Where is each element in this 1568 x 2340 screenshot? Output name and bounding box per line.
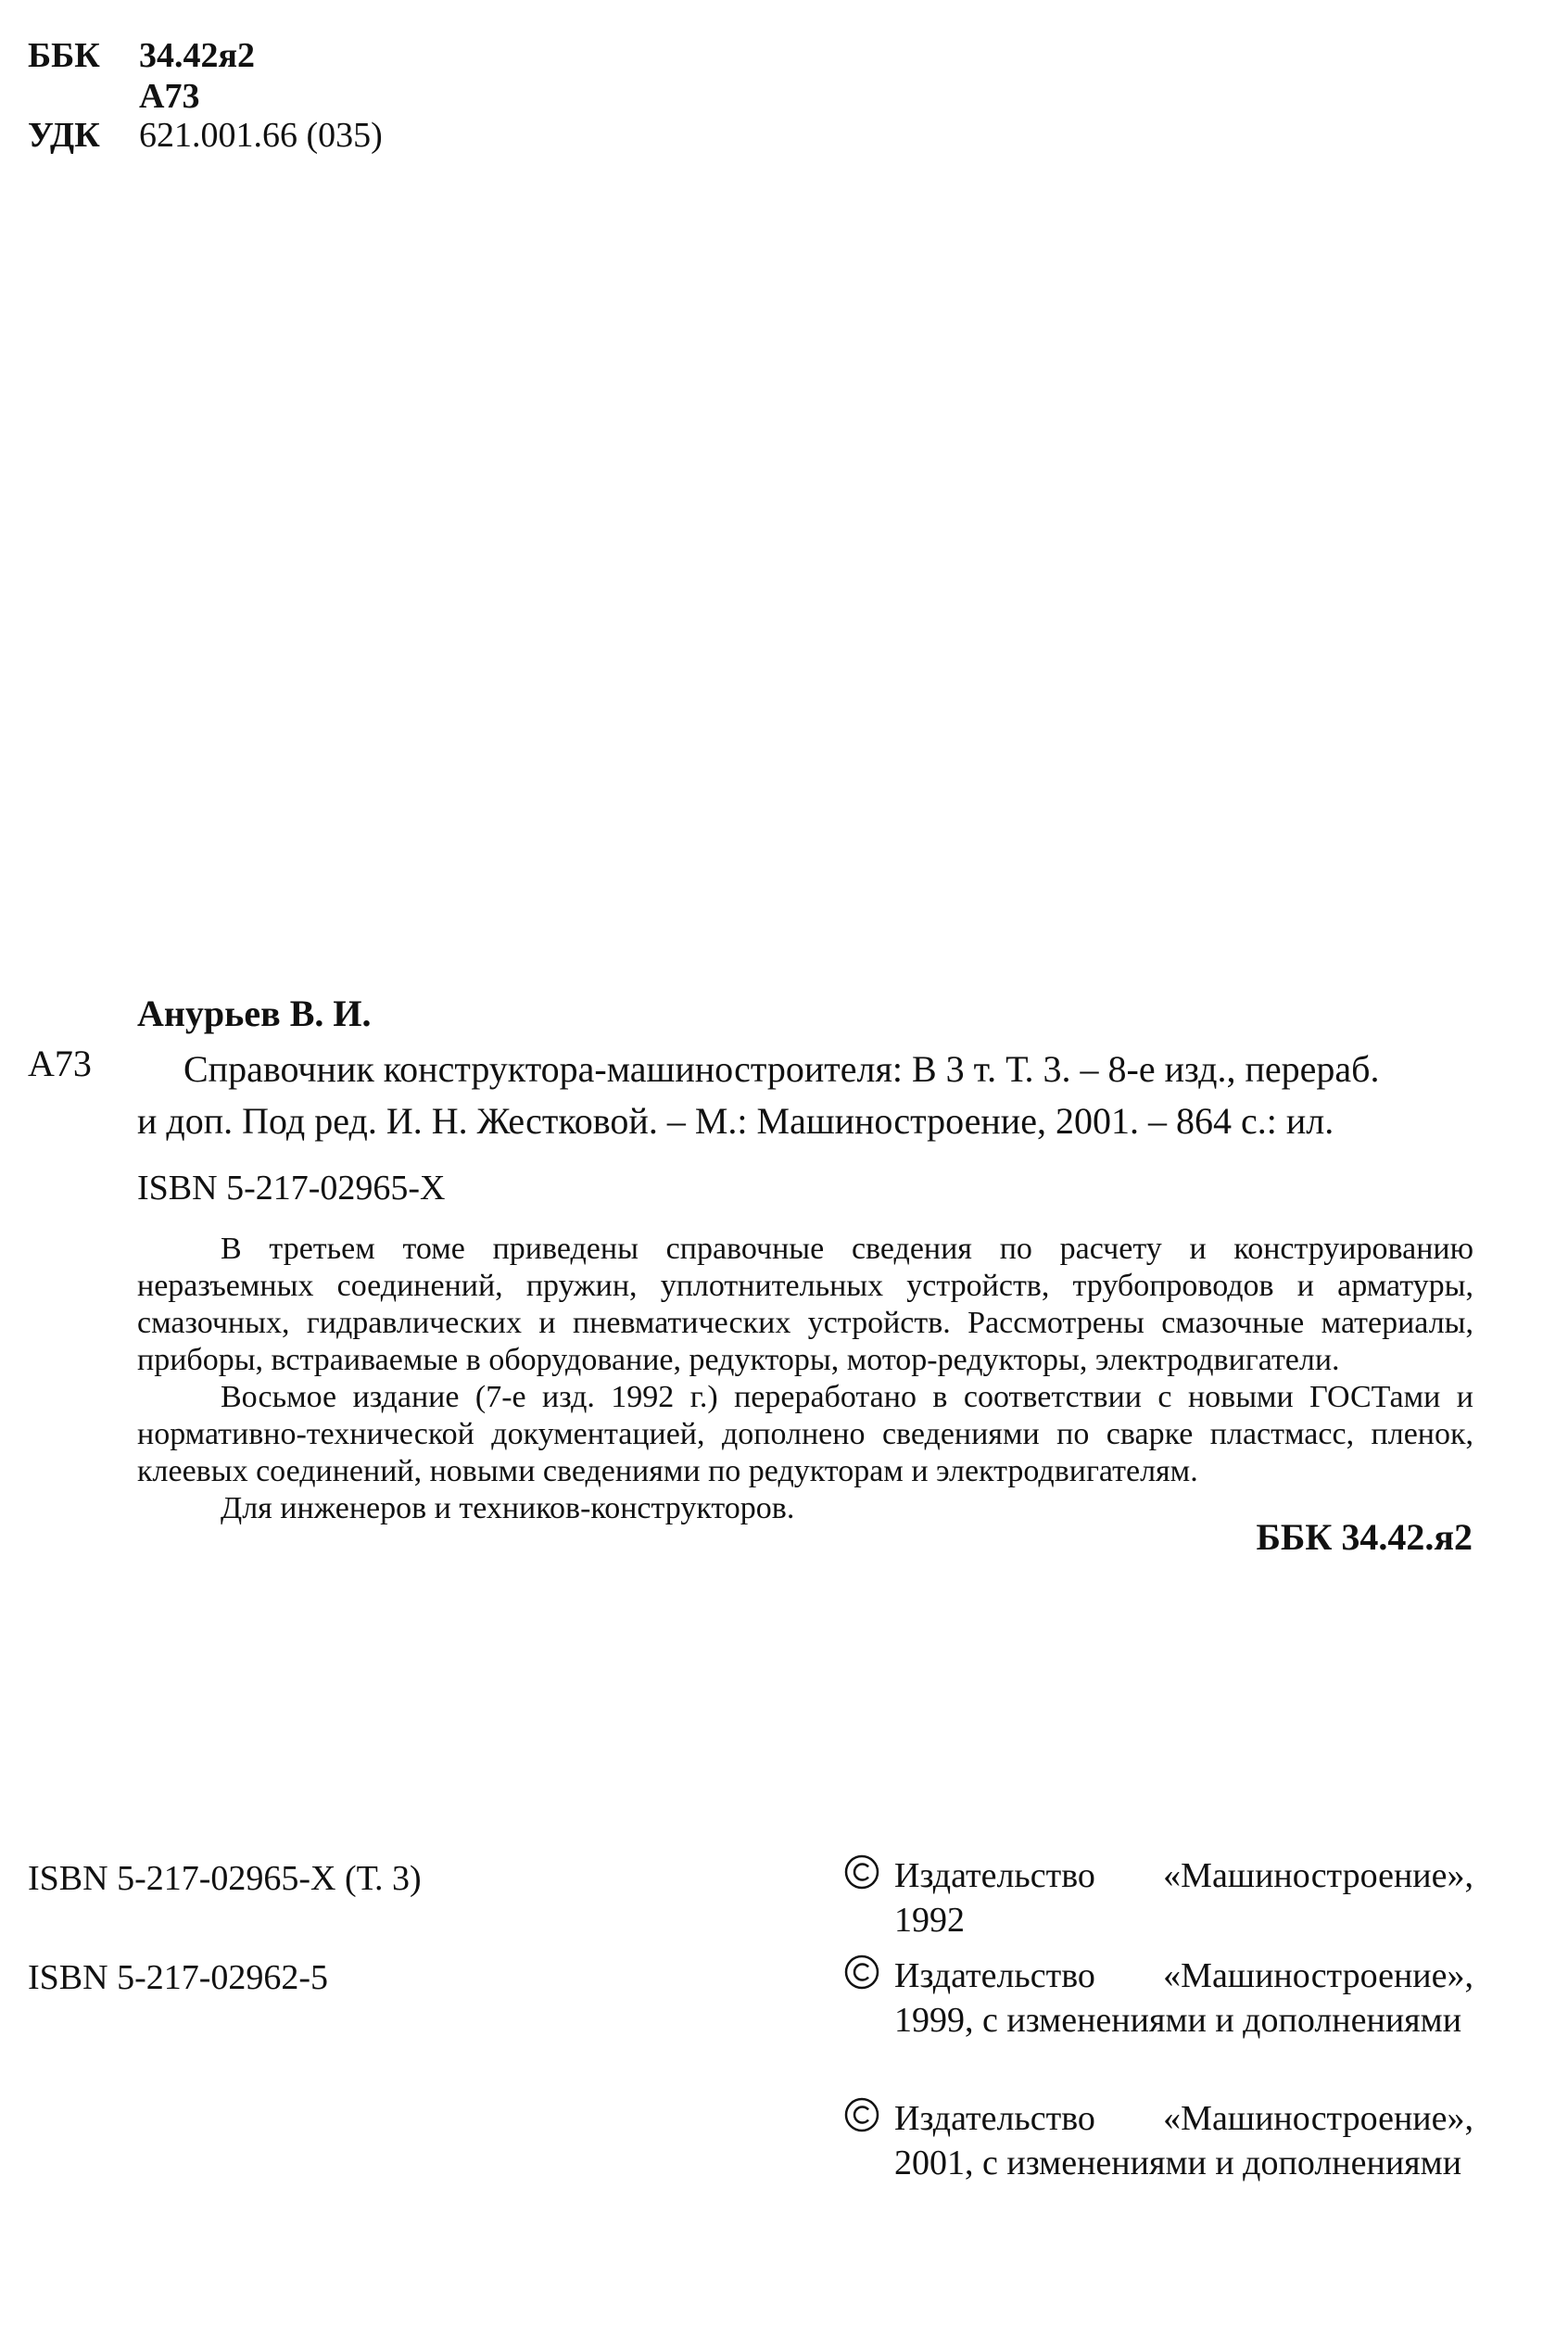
isbn-volume: ISBN 5-217-02965-X (Т. 3) [28, 1859, 422, 1898]
udk-value: 621.001.66 (035) [139, 116, 383, 155]
copyright-icon [843, 2096, 880, 2133]
author-name: Анурьев В. И. [137, 993, 372, 1034]
udk-label: УДК [28, 116, 100, 155]
annotation-paragraph-3: Для инженеров и техников-конструкторов. [221, 1491, 795, 1525]
isbn-main: ISBN 5-217-02965-X [137, 1169, 446, 1208]
annotation-paragraph-2: Восьмое издание (7-е изд. 1992 г.) переработано в соответствии с новыми ГОСТами и нормативно-технической документацией, дополнено сведениями по сварке пластмасс, пленок, клеевых соединений, новыми сведениями по редукторам и электродвигателям. [137, 1380, 1473, 1488]
annotation-paragraph-1: В третьем томе приведены справочные сведения по расчету и конструированию неразъемных соединений, пружин, уплотнительных устройств, трубопроводов и арматуры, смазочных, гидравлических и пневматических устройств. Рассмотрены смазочные материалы, приборы, встраиваемые в оборудование, редукторы, мотор-редукторы, электродвигатели. [137, 1232, 1473, 1377]
title-line-1: Справочник конструктора-машиностроителя: В 3 т. Т. 3. – 8-е изд., перераб. [183, 1048, 1380, 1090]
bbk-bottom: ББК 34.42.я2 [1256, 1516, 1473, 1558]
copyright-text: Издательство «Машиностроение», 1999, с изменениями и дополнениями [894, 1956, 1473, 2040]
card-code: А73 [28, 1043, 92, 1084]
annotation [137, 1231, 1473, 1527]
title-line-2: и доп. Под ред. И. Н. Жестковой. – М.: Машиностроение, 2001. – 864 с.: ил. [137, 1100, 1334, 1142]
bbk-value: 34.42я2 [139, 36, 256, 75]
isbn-set: ISBN 5-217-02962-5 [28, 1958, 329, 1997]
bbk-label: ББК [28, 36, 100, 75]
copyright-1999 [843, 1954, 1473, 2043]
copyright-1992 [843, 1853, 1473, 1942]
copyright-text: Издательство «Машиностроение», 2001, с изменениями и дополнениями [894, 2099, 1473, 2182]
copyright-icon [843, 1954, 880, 1991]
author-mark: А73 [139, 77, 200, 116]
copyright-text: Издательство «Машиностроение», 1992 [894, 1856, 1473, 1940]
copyright-icon [843, 1853, 880, 1891]
copyright-2001 [843, 2096, 1473, 2185]
